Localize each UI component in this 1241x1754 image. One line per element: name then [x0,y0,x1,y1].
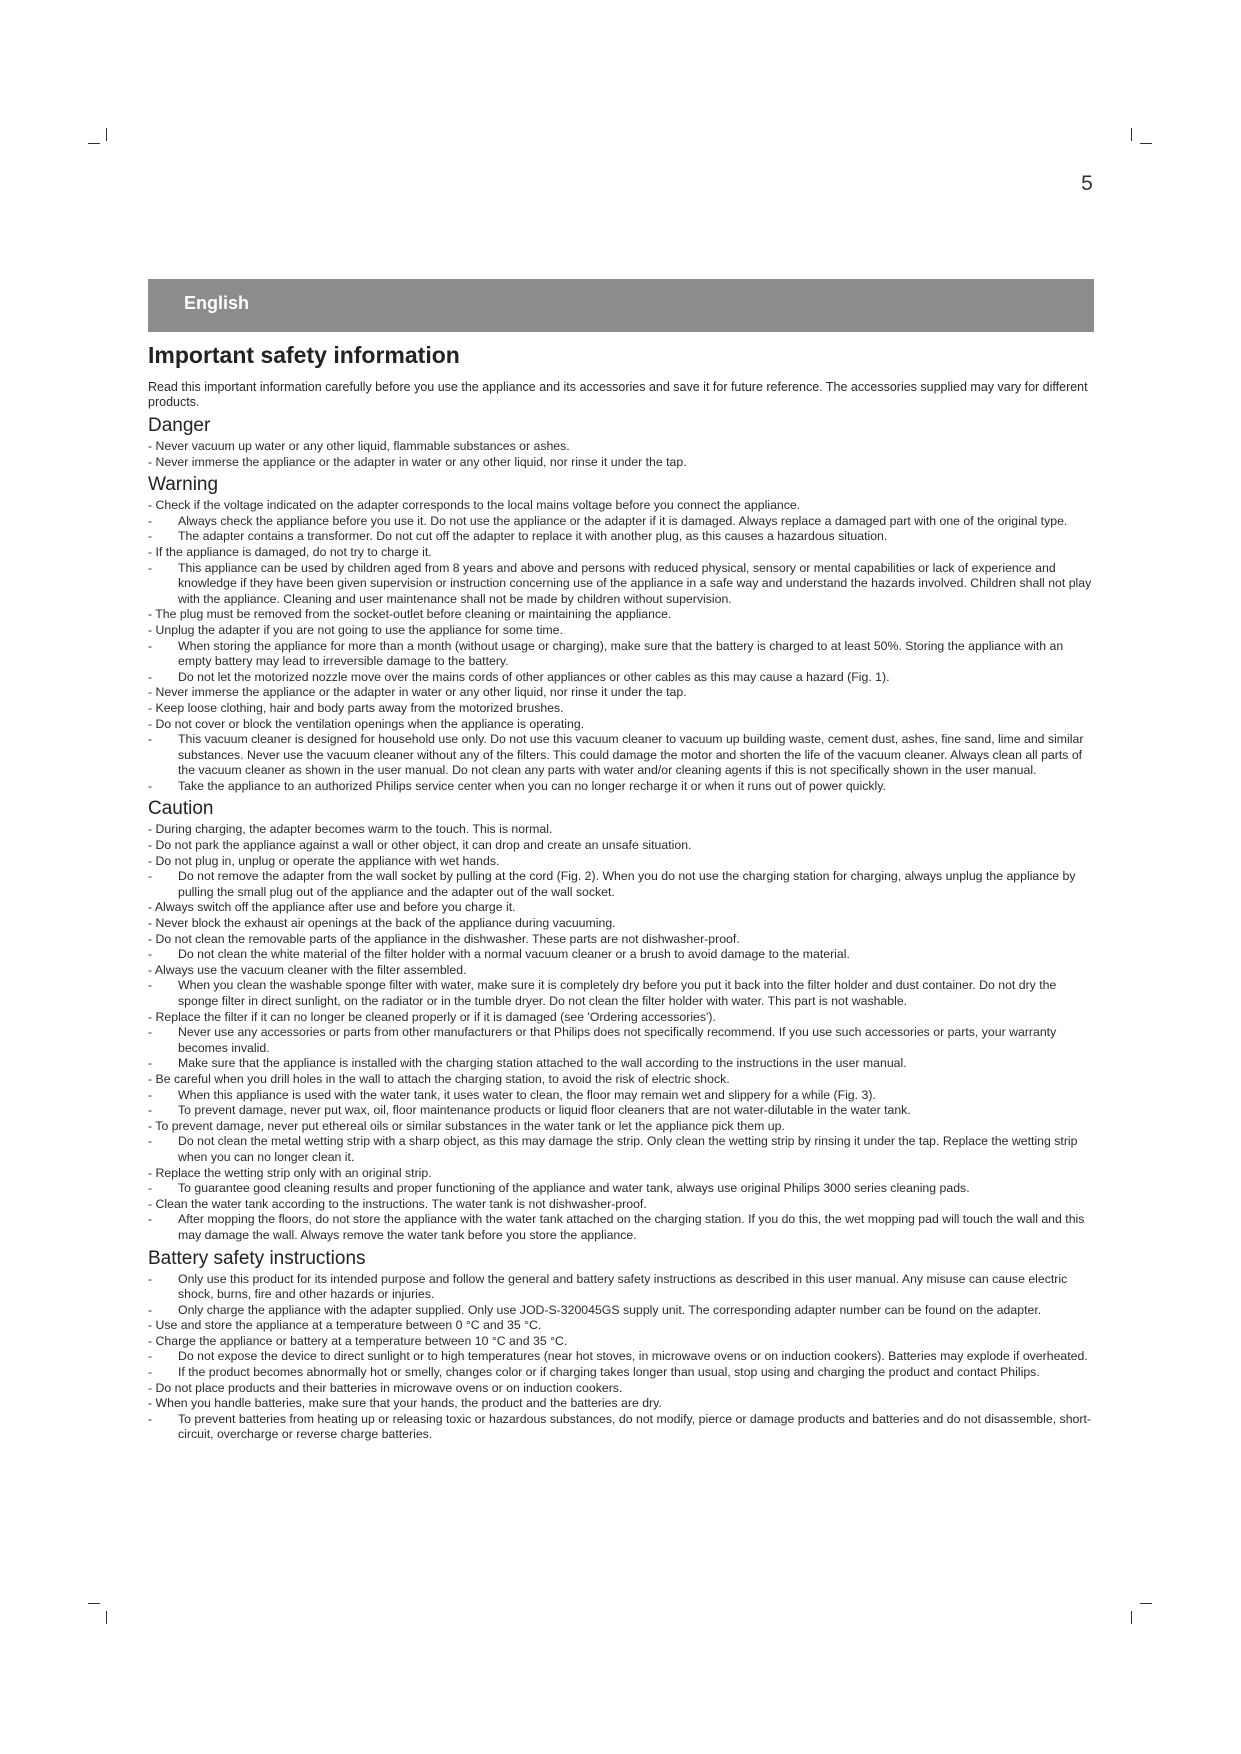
warning-item: - This vacuum cleaner is designed for household use only. Do not use this vacuum cleaner to vacuum up building waste, cement dust, ashes, fine sand, lime and similar substances. Never use the vacuum cleaner without any of the filters. This could damage the motor and shorten the life of the vacuum cleaner. Always clean all parts of the vacuum cleaner as shown in the user manual. Do not clean any parts with water and/or cleaning agents if this is not specifically shown in the user manual. [148,732,1094,779]
crop-mark-top-right-h [1140,143,1152,144]
warning-list [148,498,1094,794]
caution-item: - Do not remove the adapter from the wall socket by pulling at the cord (Fig. 2). When you do not use the charging station for charging, always unplug the appliance by pulling the small plug out of the appliance and the adapter out of the wall socket. [148,869,1094,900]
danger-heading: Danger [148,415,211,436]
warning-item: - Take the appliance to an authorized Philips service center when you can no longer recharge it or when it runs out of power quickly. [148,779,1094,795]
crop-mark-top-left-v [106,128,107,141]
page-number: 5 [1081,172,1093,195]
battery-item: - To prevent batteries from heating up or releasing toxic or hazardous substances, do not modify, pierce or damage products and batteries and do not disassemble, short-circuit, overcharge or reverse charge batteries. [148,1412,1094,1443]
danger-item: - Never immerse the appliance or the adapter in water or any other liquid, nor rinse it under the tap. [148,455,1094,471]
crop-mark-bottom-left-h [88,1603,100,1604]
page-title: Important safety information [148,342,460,368]
caution-item: - When you clean the washable sponge filter with water, make sure it is completely dry before you put it back into the filter holder and dust container. Do not dry the sponge filter in direct sunlight, on the radiator or in the tumble dryer. Do not clean the filter holder with water. This part is not washable. [148,978,1094,1009]
caution-item: - Always use the vacuum cleaner with the filter assembled. [148,963,1094,979]
battery-item: - Do not expose the device to direct sunlight or to high temperatures (near hot stoves, in microwave ovens or on induction cookers). Batteries may explode if overheated. [148,1349,1094,1365]
caution-item: - Make sure that the appliance is installed with the charging station attached to the wall according to the instructions in the user manual. [148,1056,1094,1072]
caution-item: - To prevent damage, never put wax, oil, floor maintenance products or liquid floor cleaners that are not water-dilutable in the water tank. [148,1103,1094,1119]
caution-item: - Clean the water tank according to the instructions. The water tank is not dishwasher-proof. [148,1197,1094,1213]
crop-mark-bottom-left-v [106,1611,107,1624]
battery-item: - Only use this product for its intended purpose and follow the general and battery safety instructions as described in this user manual. Any misuse can cause electric shock, burns, fire and other hazards or injuries. [148,1272,1094,1303]
battery-item: - Do not place products and their batteries in microwave ovens or on induction cookers. [148,1381,1094,1397]
battery-item: - Charge the appliance or battery at a temperature between 10 °C and 35 °C. [148,1334,1094,1350]
caution-item: - To prevent damage, never put ethereal oils or similar substances in the water tank or let the appliance pick them up. [148,1119,1094,1135]
caution-item: - To guarantee good cleaning results and proper functioning of the appliance and water tank, always use original Philips 3000 series cleaning pads. [148,1181,1094,1197]
caution-item: - When this appliance is used with the water tank, it uses water to clean, the floor may remain wet and slippery for a while (Fig. 3). [148,1088,1094,1104]
caution-item: - Never block the exhaust air openings at the back of the appliance during vacuuming. [148,916,1094,932]
warning-item: - Never immerse the appliance or the adapter in water or any other liquid, nor rinse it under the tap. [148,685,1094,701]
language-label: English [184,293,250,313]
language-bar [148,279,1094,332]
caution-item: - Do not clean the white material of the filter holder with a normal vacuum cleaner or a brush to avoid damage to the material. [148,947,1094,963]
caution-item: - During charging, the adapter becomes warm to the touch. This is normal. [148,822,1094,838]
main-content [148,340,1094,1443]
caution-item: - Always switch off the appliance after use and before you charge it. [148,900,1094,916]
warning-item: - Keep loose clothing, hair and body parts away from the motorized brushes. [148,701,1094,717]
warning-item: - Do not cover or block the ventilation openings when the appliance is operating. [148,717,1094,733]
caution-item: - Do not clean the removable parts of the appliance in the dishwasher. These parts are not dishwasher-proof. [148,932,1094,948]
caution-item: - Be careful when you drill holes in the wall to attach the charging station, to avoid the risk of electric shock. [148,1072,1094,1088]
warning-item: - This appliance can be used by children aged from 8 years and above and persons with reduced physical, sensory or mental capabilities or lack of experience and knowledge if they have been given supervision or instruction concerning use of the appliance in a safe way and understand the hazards involved. Children shall not play with the appliance. Cleaning and user maintenance shall not be made by children without supervision. [148,561,1094,608]
caution-item: - Never use any accessories or parts from other manufacturers or that Philips does not specifically recommend. If you use such accessories or parts, your warranty becomes invalid. [148,1025,1094,1056]
crop-mark-bottom-right-h [1140,1603,1152,1604]
warning-item: - When storing the appliance for more than a month (without usage or charging), make sure that the battery is charged to at least 50%. Storing the appliance with an empty battery may lead to irreversible damage to the battery. [148,639,1094,670]
warning-item: - Do not let the motorized nozzle move over the mains cords of other appliances or other cables as this may cause a hazard (Fig. 1). [148,670,1094,686]
battery-heading: Battery safety instructions [148,1247,366,1269]
caution-item: - Do not plug in, unplug or operate the appliance with wet hands. [148,854,1094,870]
caution-list [148,822,1094,1243]
crop-mark-top-right-v [1131,128,1132,141]
caution-item: - Do not clean the metal wetting strip with a sharp object, as this may damage the strip. Only clean the wetting strip by rinsing it under the tap. Replace the wetting strip when you can no longer clean it. [148,1134,1094,1165]
battery-item: - When you handle batteries, make sure that your hands, the product and the batteries are dry. [148,1396,1094,1412]
warning-item: - The plug must be removed from the socket-outlet before cleaning or maintaining the appliance. [148,607,1094,623]
caution-item: - After mopping the floors, do not store the appliance with the water tank attached on the charging station. If you do this, the wet mopping pad will touch the wall and this may damage the wall. Always remove the water tank before you store the appliance. [148,1212,1094,1243]
battery-item: - If the product becomes abnormally hot or smelly, changes color or if charging takes longer than usual, stop using and charging the product and contact Philips. [148,1365,1094,1381]
warning-item: - Unplug the adapter if you are not going to use the appliance for some time. [148,623,1094,639]
warning-item: - If the appliance is damaged, do not try to charge it. [148,545,1094,561]
battery-list [148,1272,1094,1444]
warning-item: - The adapter contains a transformer. Do not cut off the adapter to replace it with another plug, as this causes a hazardous situation. [148,529,1094,545]
intro-paragraph: Read this important information carefully before you use the appliance and its accessories and save it for future reference. The accessories supplied may vary for different products. [148,380,1088,409]
caution-heading: Caution [148,798,214,820]
warning-heading: Warning [148,474,219,496]
warning-item: - Always check the appliance before you use it. Do not use the appliance or the adapter if it is damaged. Always replace a damaged part with one of the original type. [148,514,1094,530]
danger-item: - Never vacuum up water or any other liquid, flammable substances or ashes. [148,439,1094,455]
danger-list [148,439,1094,470]
crop-mark-top-left-h [88,143,100,144]
caution-item: - Replace the wetting strip only with an original strip. [148,1166,1094,1182]
crop-mark-bottom-right-v [1131,1611,1132,1624]
caution-item: - Replace the filter if it can no longer be cleaned properly or if it is damaged (see 'Ordering accessories'). [148,1010,1094,1026]
caution-item: - Do not park the appliance against a wall or other object, it can drop and create an unsafe situation. [148,838,1094,854]
battery-item: - Use and store the appliance at a temperature between 0 °C and 35 °C. [148,1318,1094,1334]
battery-item: - Only charge the appliance with the adapter supplied. Only use JOD-S-320045GS supply unit. The corresponding adapter number can be found on the adapter. [148,1303,1094,1319]
warning-item: - Check if the voltage indicated on the adapter corresponds to the local mains voltage before you connect the appliance. [148,498,1094,514]
